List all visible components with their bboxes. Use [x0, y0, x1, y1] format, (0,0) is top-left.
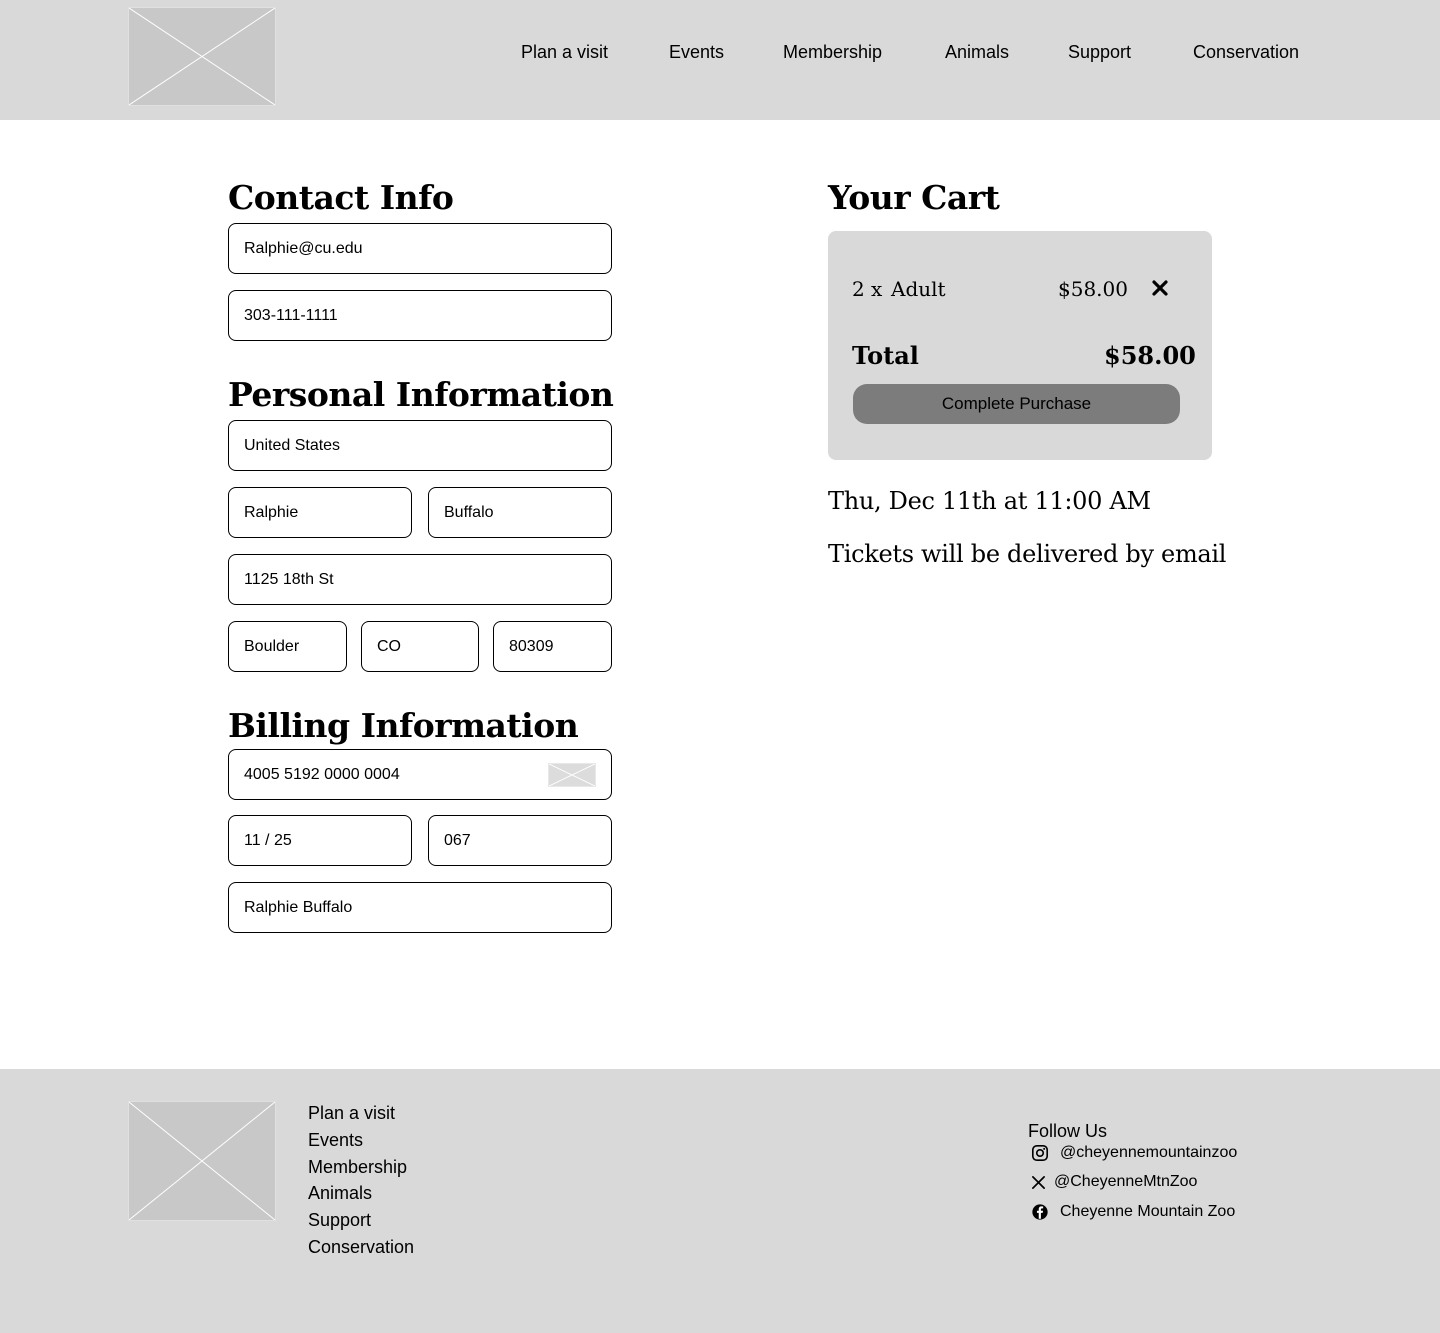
facebook-icon — [1030, 1202, 1050, 1222]
instagram-handle: @cheyennemountainzoo — [1060, 1144, 1238, 1161]
nav-animals[interactable]: Animals — [945, 42, 1010, 62]
footer-link-events[interactable]: Events — [308, 1130, 364, 1150]
x-icon — [1030, 1172, 1046, 1192]
follow-us-heading: Follow Us — [1028, 1121, 1108, 1141]
city-field[interactable] — [228, 621, 347, 672]
billing-info-heading: Billing Information — [228, 706, 579, 745]
zip-field[interactable] — [493, 621, 612, 672]
expiry-field[interactable] — [228, 815, 412, 866]
facebook-name: Cheyenne Mountain Zoo — [1060, 1203, 1236, 1220]
instagram-link[interactable] — [1030, 1142, 1237, 1164]
logo-image[interactable] — [128, 7, 276, 106]
nav-membership[interactable]: Membership — [783, 42, 883, 62]
total-label: Total — [852, 341, 919, 370]
cart-heading: Your Cart — [828, 178, 1000, 217]
footer-link-animals[interactable]: Animals — [308, 1183, 373, 1203]
x-handle: @CheyenneMtnZoo — [1054, 1173, 1198, 1190]
nav-conservation[interactable]: Conservation — [1193, 42, 1300, 62]
country-field[interactable] — [228, 420, 612, 471]
complete-purchase-button[interactable]: Complete Purchase — [853, 384, 1180, 424]
footer-link-membership[interactable]: Membership — [308, 1157, 408, 1177]
nav-support[interactable]: Support — [1068, 42, 1132, 62]
x-link[interactable] — [1030, 1171, 1197, 1193]
site-header — [0, 0, 1440, 120]
nav-events[interactable]: Events — [669, 42, 725, 62]
address-field[interactable] — [228, 554, 612, 605]
cardholder-name-field[interactable] — [228, 882, 612, 933]
delivery-note: Tickets will be delivered by email — [828, 540, 1227, 568]
last-name-field[interactable] — [428, 487, 612, 538]
cart-item-quantity: 2 — [852, 277, 865, 301]
footer-logo-image[interactable] — [128, 1101, 276, 1221]
first-name-field[interactable] — [228, 487, 412, 538]
nav-plan-a-visit[interactable]: Plan a visit — [521, 42, 609, 62]
cart-item-name: Adult — [891, 277, 946, 301]
footer-link-support[interactable]: Support — [308, 1210, 372, 1230]
cart-item-multiplier: x — [871, 277, 883, 301]
instagram-icon — [1030, 1143, 1050, 1163]
email-field[interactable] — [228, 223, 612, 274]
footer-link-plan-a-visit[interactable]: Plan a visit — [308, 1103, 396, 1123]
card-brand-image — [548, 763, 596, 787]
footer-link-conservation[interactable]: Conservation — [308, 1237, 415, 1257]
cvv-field[interactable] — [428, 815, 612, 866]
state-field[interactable] — [361, 621, 479, 672]
contact-info-heading: Contact Info — [228, 178, 454, 217]
phone-field[interactable] — [228, 290, 612, 341]
cart-item-price: $58.00 — [1058, 277, 1128, 301]
personal-info-heading: Personal Information — [228, 375, 614, 414]
facebook-link[interactable] — [1030, 1201, 1235, 1223]
visit-date-time: Thu, Dec 11th at 11:00 AM — [828, 487, 1151, 515]
total-value: $58.00 — [1104, 341, 1196, 370]
remove-item-icon[interactable] — [1149, 277, 1171, 299]
